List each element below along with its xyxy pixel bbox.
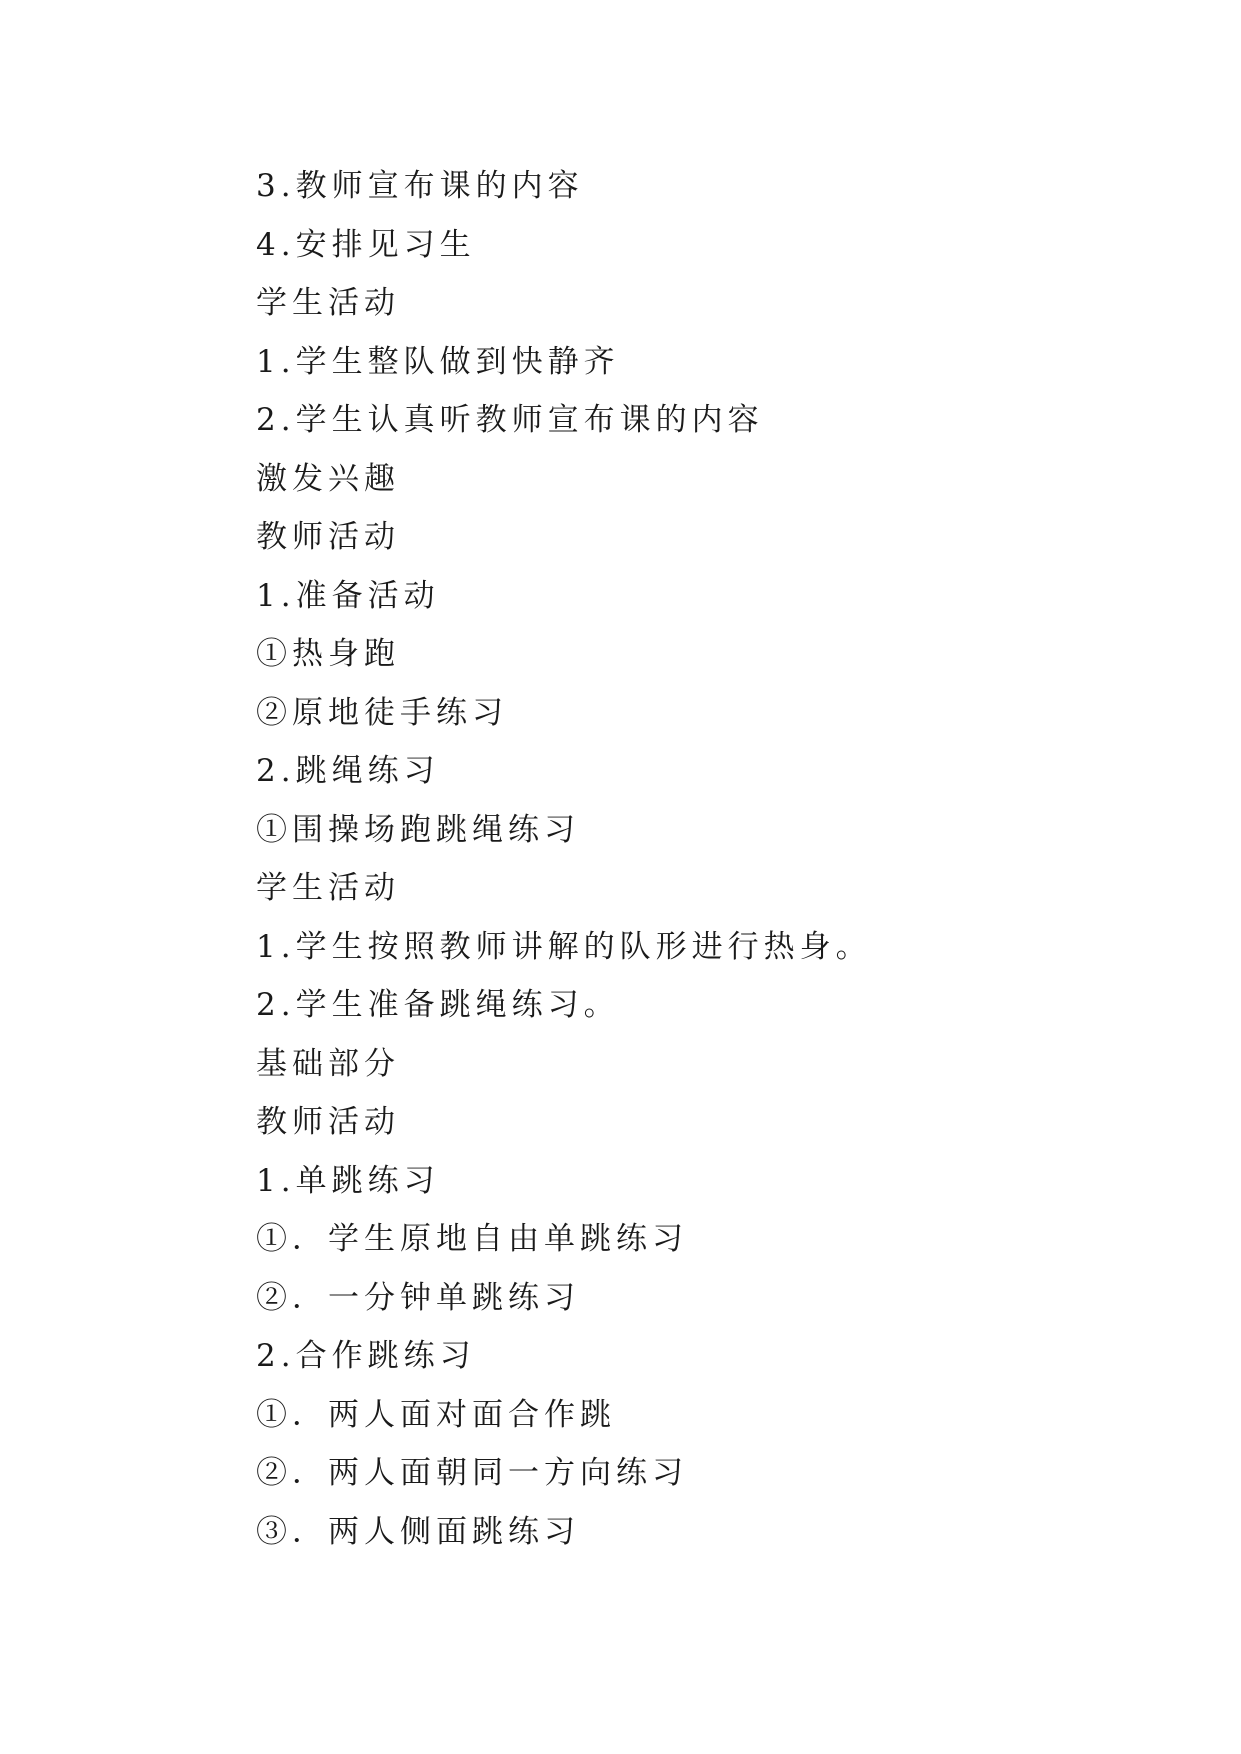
text-line: 2.学生准备跳绳练习。 [256, 987, 620, 1023]
text-line: 4.安排见习生 [256, 226, 476, 263]
section-heading: 基础部分 [256, 1045, 400, 1082]
text-line: 1.学生整队做到快静齐 [256, 343, 620, 380]
text-line: ②原地徒手练习 [256, 694, 508, 731]
section-heading: 教师活动 [256, 519, 400, 555]
section-heading: 教师活动 [256, 1104, 400, 1140]
text-line: ②．两人面朝同一方向练习 [256, 1455, 688, 1491]
text-line: 2.跳绳练习 [256, 753, 440, 789]
text-line: ①围操场跑跳绳练习 [256, 811, 580, 848]
document-body [256, 157, 1156, 1561]
text-line: ③．两人侧面跳练习 [256, 1513, 580, 1550]
text-line: ①热身跑 [256, 636, 400, 672]
section-heading: 学生活动 [256, 870, 400, 906]
text-line: ②．一分钟单跳练习 [256, 1279, 580, 1316]
text-line: 2.合作跳练习 [256, 1338, 476, 1374]
text-line: 1.学生按照教师讲解的队形进行热身。 [256, 928, 872, 965]
text-line: 2.学生认真听教师宣布课的内容 [256, 402, 764, 438]
text-line: 1.准备活动 [256, 577, 440, 614]
text-line: ①．两人面对面合作跳 [256, 1396, 616, 1433]
text-line: 3.教师宣布课的内容 [256, 168, 584, 204]
section-heading: 学生活动 [256, 285, 400, 321]
section-heading: 激发兴趣 [256, 460, 400, 497]
text-line: 1.单跳练习 [256, 1162, 440, 1199]
text-line: ①．学生原地自由单跳练习 [256, 1221, 688, 1257]
